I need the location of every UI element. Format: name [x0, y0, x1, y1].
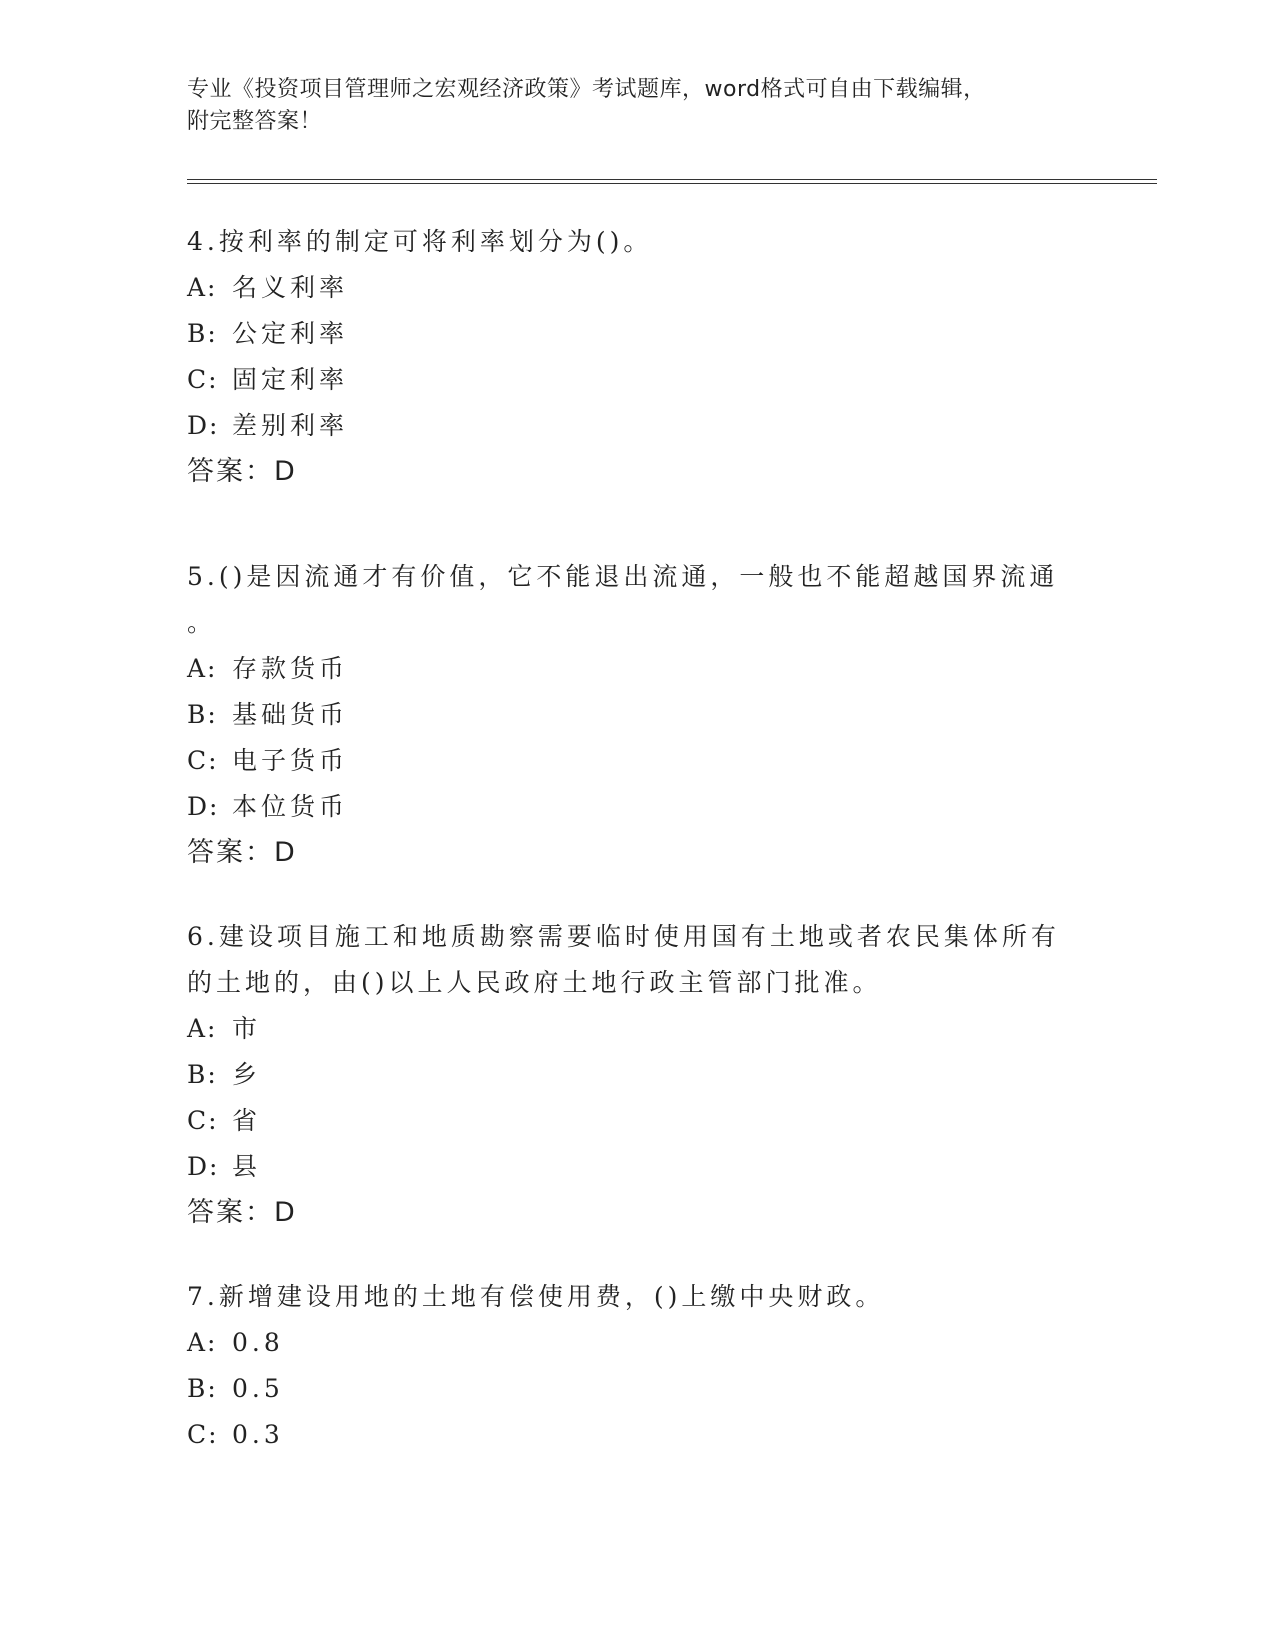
- header-line-2: 附完整答案！: [187, 109, 323, 134]
- option-c: [187, 1098, 1067, 1144]
- question-stem: 7.新增建设用地的土地有偿使用费，()上缴中央财政。: [187, 1282, 885, 1311]
- option-a: [187, 1320, 1067, 1366]
- option-letter: C:: [187, 746, 219, 775]
- option-b: [187, 692, 1067, 738]
- option-d: [187, 1144, 1067, 1190]
- question-5: [187, 554, 1067, 876]
- option-text: 省: [232, 1106, 262, 1135]
- question-stem: 6.建设项目施工和地质勘察需要临时使用国有土地或者农民集体所有: [187, 922, 1060, 951]
- option-text: 存款货币: [232, 654, 349, 683]
- option-text: 本位货币: [232, 792, 349, 821]
- option-b: [187, 1052, 1067, 1098]
- question-4: [187, 219, 1067, 495]
- option-text: 差别利率: [232, 411, 349, 440]
- option-letter: D:: [187, 411, 220, 440]
- option-c: [187, 357, 1067, 403]
- option-text: 乡: [232, 1060, 262, 1089]
- option-text: 公定利率: [232, 319, 349, 348]
- option-c: [187, 1412, 1067, 1458]
- option-text: 0.3: [232, 1420, 284, 1449]
- option-d: [187, 784, 1067, 830]
- option-letter: B:: [187, 700, 218, 729]
- header-line-1: 专业《投资项目管理师之宏观经济政策》考试题库，word格式可自由下载编辑，: [187, 77, 986, 102]
- option-b: [187, 1366, 1067, 1412]
- option-text: 基础货币: [232, 700, 349, 729]
- option-letter: A:: [187, 273, 218, 302]
- option-text: 电子货币: [232, 746, 349, 775]
- answer: 答案：D: [187, 1197, 297, 1228]
- option-letter: C:: [187, 1420, 219, 1449]
- option-letter: B:: [187, 1374, 218, 1403]
- option-letter: C:: [187, 365, 219, 394]
- option-text: 0.5: [232, 1374, 284, 1403]
- option-letter: B:: [187, 319, 218, 348]
- option-c: [187, 738, 1067, 784]
- header-divider-top: [187, 179, 1157, 180]
- option-text: 县: [232, 1152, 262, 1181]
- option-text: 市: [232, 1014, 262, 1043]
- option-letter: A:: [187, 1328, 218, 1357]
- option-a: [187, 1006, 1067, 1052]
- option-a: [187, 265, 1067, 311]
- option-letter: B:: [187, 1060, 218, 1089]
- question-stem: 4.按利率的制定可将利率划分为()。: [187, 227, 653, 256]
- option-letter: C:: [187, 1106, 219, 1135]
- option-b: [187, 311, 1067, 357]
- option-a: [187, 646, 1067, 692]
- option-letter: D:: [187, 1152, 220, 1181]
- header-divider-bottom: [187, 183, 1157, 184]
- option-text: 0.8: [232, 1328, 284, 1357]
- question-stem-continued: 的土地的，由()以上人民政府土地行政主管部门批准。: [187, 968, 882, 997]
- question-stem: 5.()是因流通才有价值，它不能退出流通，一般也不能超越国界流通: [187, 562, 1059, 591]
- answer: 答案：D: [187, 456, 297, 487]
- question-7: [187, 1274, 1067, 1458]
- option-d: [187, 403, 1067, 449]
- option-letter: A:: [187, 1014, 218, 1043]
- option-letter: D:: [187, 792, 220, 821]
- option-text: 名义利率: [232, 273, 349, 302]
- document-header: [187, 74, 1067, 138]
- question-6: [187, 914, 1067, 1236]
- question-stem-continued: 。: [187, 608, 217, 637]
- option-letter: A:: [187, 654, 218, 683]
- option-text: 固定利率: [232, 365, 349, 394]
- answer: 答案：D: [187, 837, 297, 868]
